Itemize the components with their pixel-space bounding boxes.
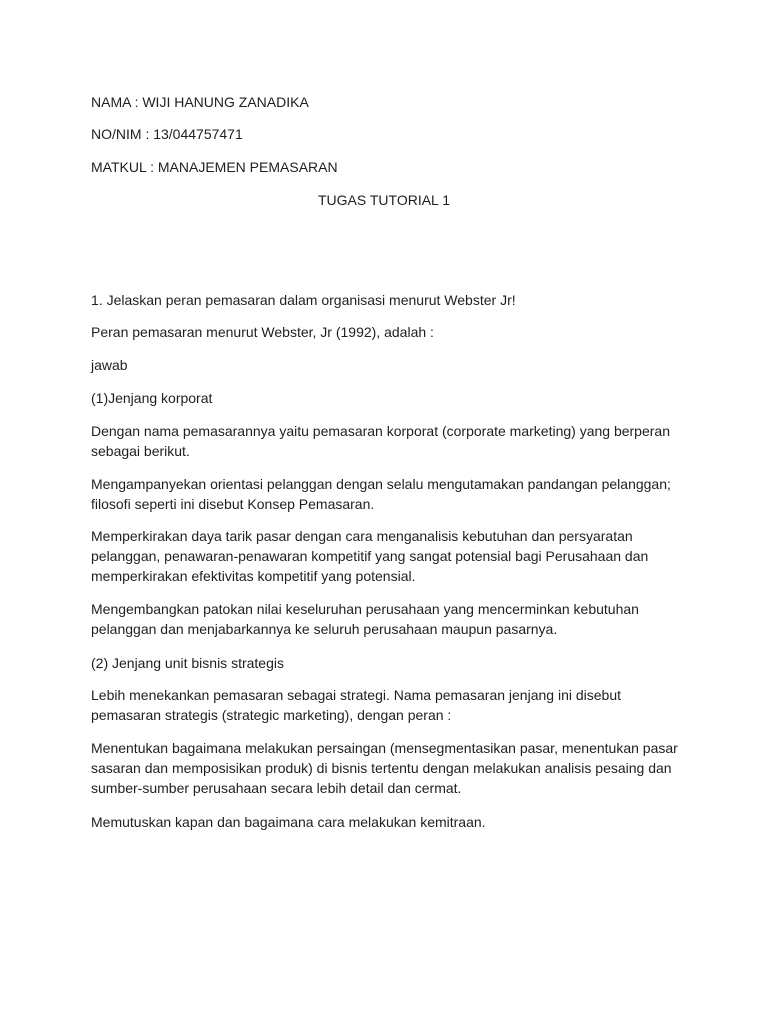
section-1-paragraph-3: Memperkirakan daya tarik pasar dengan cara menganalisis kebutuhan dan persyaratan pelanggan, penawaran-penawaran kompetitif yang sangat potensial bagi Perusahaan dan memperkirakan efektivitas kompetitif yang potensial. [91, 528, 649, 584]
section-2-paragraph-1: Lebih menekankan pemasaran sebagai strategi. Nama pemasaran jenjang ini disebut pemasaran strategis (strategic marketing), dengan peran : [91, 687, 621, 723]
section-2-paragraph-2: Menentukan bagaimana melakukan persaingan (mensegmentasikan pasar, menentukan pasar sasaran dan memposisikan produk) di bisnis tertentu dengan melakukan analisis pesaing dan sumber-sumber perusahaan secara lebih detail dan cermat. [91, 740, 678, 796]
answer-label: jawab [91, 357, 128, 373]
student-nim: NO/NIM : 13/044757471 [91, 126, 243, 142]
section-2-heading: (2) Jenjang unit bisnis strategis [91, 655, 284, 671]
section-1-paragraph-2: Mengampanyekan orientasi pelanggan dengan selalu mengutamakan pandangan pelanggan; filosofi seperti ini disebut Konsep Pemasaran. [91, 476, 671, 512]
section-2-paragraph-3: Memutuskan kapan dan bagaimana cara melakukan kemitraan. [91, 814, 486, 830]
document-title: TUGAS TUTORIAL 1 [318, 192, 450, 208]
question-1: 1. Jelaskan peran pemasaran dalam organisasi menurut Webster Jr! [91, 292, 516, 308]
course-name: MATKUL : MANAJEMEN PEMASARAN [91, 159, 338, 175]
section-1-paragraph-1: Dengan nama pemasarannya yaitu pemasaran korporat (corporate marketing) yang berperan sebagai berikut. [91, 423, 670, 459]
section-1-heading: (1)Jenjang korporat [91, 390, 213, 406]
intro-text: Peran pemasaran menurut Webster, Jr (1992), adalah : [91, 324, 434, 340]
student-name: NAMA : WIJI HANUNG ZANADIKA [91, 94, 309, 110]
section-1-paragraph-4: Mengembangkan patokan nilai keseluruhan perusahaan yang mencerminkan kebutuhan pelanggan dan menjabarkannya ke seluruh perusahaan maupun pasarnya. [91, 601, 639, 637]
